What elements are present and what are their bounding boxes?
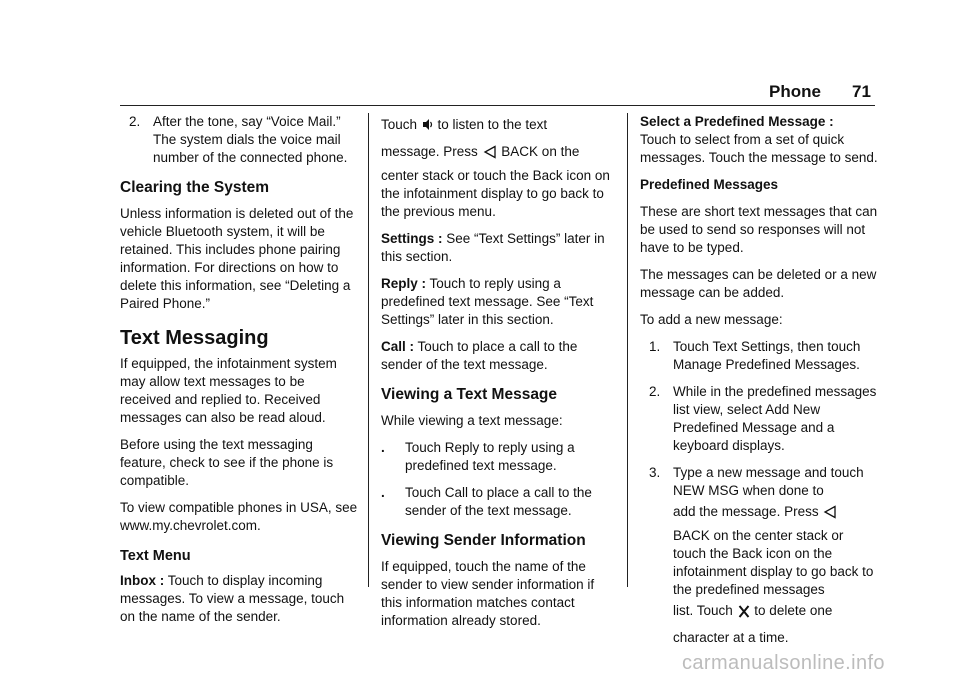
column-3 <box>640 113 880 659</box>
step-number: 2. <box>129 114 141 129</box>
call-label: Call : <box>381 339 415 354</box>
step-text: to delete one character at a time. <box>673 603 833 645</box>
paragraph: To view compatible phones in USA, see www.my.chevrolet.com. <box>120 500 358 533</box>
page-header <box>0 82 960 106</box>
select-text: Touch to select from a set of quick messages. Touch the message to send. <box>640 132 878 165</box>
text-span: to listen to the text <box>433 117 548 132</box>
delete-icon <box>738 602 750 626</box>
column-divider <box>627 113 628 587</box>
step-text: After the tone, say “Voice Mail.” The system dials the voice mail number of the connected phone. <box>153 114 348 165</box>
listen-paragraph <box>381 113 613 221</box>
step-1 <box>640 338 880 374</box>
add-intro: To add a new message: <box>640 312 783 327</box>
step-text: list. Touch <box>673 603 737 618</box>
deleted-text: The messages can be deleted or a new message can be added. <box>640 267 877 300</box>
sender-heading: Viewing Sender Information <box>381 532 586 549</box>
text-span: Touch <box>381 117 421 132</box>
call-paragraph <box>381 338 613 374</box>
step-text: While in the predefined messages list view, select Add New Predefined Message and a keyboard displays. <box>673 384 877 453</box>
text-menu-heading: Text Menu <box>120 548 191 564</box>
step-3 <box>640 464 880 650</box>
viewing-intro: While viewing a text message: <box>381 413 563 428</box>
reply-text: Touch to reply using a predefined text message. See “Text Settings” later in this section. <box>381 276 594 327</box>
step-number: 3. <box>649 465 661 480</box>
bullet-marker: . <box>381 485 385 500</box>
clearing-heading: Clearing the System <box>120 179 270 196</box>
inbox-label: Inbox : <box>120 573 165 588</box>
select-paragraph <box>640 113 880 167</box>
step-text: add the message. Press <box>673 504 823 519</box>
page-number: 71 <box>852 82 871 101</box>
reply-label: Reply : <box>381 276 427 291</box>
sender-text: If equipped, touch the name of the sender to view sender information if this information matches contact information already stored. <box>381 559 595 628</box>
reply-paragraph <box>381 275 613 329</box>
back-icon <box>483 143 497 167</box>
clearing-text: Unless information is deleted out of the vehicle Bluetooth system, it will be retained. This includes phone pairing information. For directions on how to delete this information, see “Deleting a Paired Phone.” <box>120 206 354 311</box>
predefined-text: These are short text messages that can be used to send so responses will not have to be typed. <box>640 204 878 255</box>
viewing-heading: Viewing a Text Message <box>381 386 558 403</box>
bullet-text: Touch Call to place a call to the sender of the text message. <box>405 485 592 518</box>
call-text: Touch to place a call to the sender of the text message. <box>381 339 578 372</box>
column-2 <box>381 113 613 639</box>
bullet-text: Touch Reply to reply using a predefined text message. <box>405 440 575 473</box>
settings-text: See “Text Settings” later in this section. <box>381 231 605 264</box>
inbox-text: Touch to display incoming messages. To view a message, touch on the name of the sender. <box>120 573 345 624</box>
section-title: Phone <box>769 82 821 101</box>
step-2 <box>120 113 358 167</box>
bullet-item <box>381 484 613 520</box>
delete-line <box>673 603 832 645</box>
step-number: 2. <box>649 384 661 399</box>
step-number: 1. <box>649 339 661 354</box>
step-text: BACK on the center stack or touch the Back icon on the infotainment display to go back to the predefined messages <box>673 528 874 597</box>
back-line <box>381 144 498 159</box>
step-text: Touch Text Settings, then touch Manage Predefined Messages. <box>673 339 861 372</box>
listen-line <box>381 117 547 132</box>
bullet-item <box>381 439 613 475</box>
paragraph: If equipped, the infotainment system may allow text messages to be received and replied to. Received messages can also be read aloud. <box>120 356 337 425</box>
watermark: carmanualsonline.info <box>682 652 885 674</box>
settings-label: Settings : <box>381 231 443 246</box>
paragraph: Before using the text messaging feature, check to see if the phone is compatible. <box>120 437 334 488</box>
predefined-heading: Predefined Messages <box>640 177 779 192</box>
text-messaging-heading: Text Messaging <box>120 327 269 349</box>
select-label: Select a Predefined Message : <box>640 114 834 129</box>
bullet-marker: . <box>381 440 385 455</box>
step-2 <box>640 383 880 455</box>
text-span: message. Press <box>381 144 482 159</box>
back-line <box>673 504 838 519</box>
back-icon <box>823 503 837 527</box>
column-divider <box>368 113 369 587</box>
inbox-paragraph <box>120 572 358 626</box>
speaker-icon <box>422 116 433 140</box>
column-1 <box>120 113 358 635</box>
header-rule <box>120 105 875 106</box>
step-text: Type a new message and touch NEW MSG when done to <box>673 465 864 498</box>
text-span: BACK on the center stack or touch the Back icon on the infotainment display to go back to the previous menu. <box>381 144 610 219</box>
settings-paragraph <box>381 230 613 266</box>
